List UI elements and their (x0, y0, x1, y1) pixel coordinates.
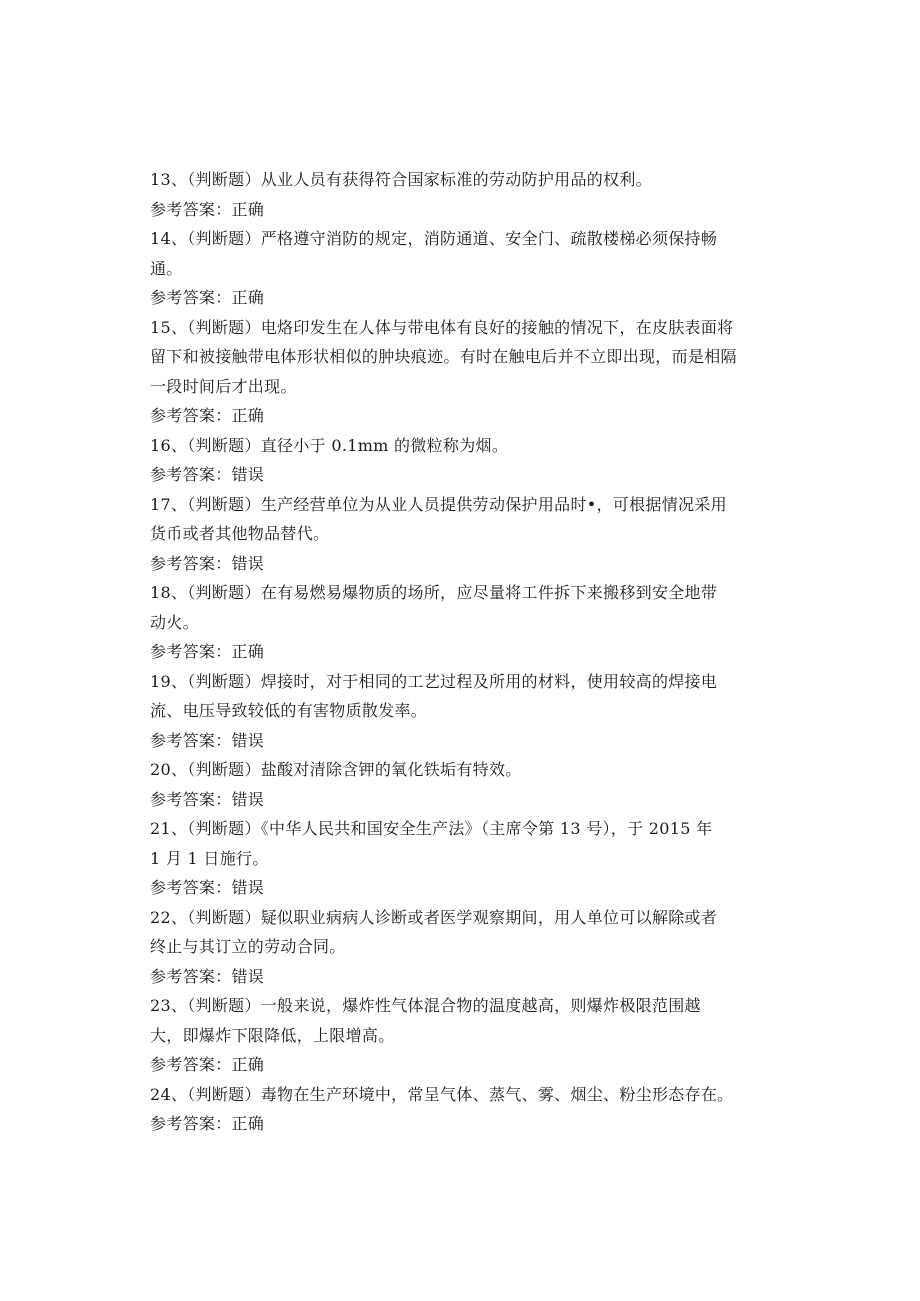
question-text: 终止与其订立的劳动合同。 (150, 937, 346, 956)
answer-text: 参考答案：错误 (150, 966, 265, 986)
question-item-22 (150, 903, 780, 992)
question-list (150, 165, 780, 1139)
question-text: 23、（判断题）一般来说，爆炸性气体混合物的温度越高，则爆炸极限范围越 (150, 996, 701, 1015)
question-item-21 (150, 814, 780, 903)
question-text: 留下和被接触带电体形状相似的肿块痕迹。有时在触电后并不立即出现，而是相隔 (150, 347, 737, 366)
answer-text: 参考答案：正确 (150, 406, 265, 425)
question-text: 大，即爆炸下限降低，上限增高。 (150, 1025, 395, 1045)
answer-text: 参考答案：正确 (150, 1055, 265, 1074)
answer-text: 参考答案：正确 (150, 642, 265, 661)
answer-text: 参考答案：正确 (150, 199, 265, 219)
question-item-18 (150, 578, 780, 667)
question-item-19 (150, 667, 780, 756)
question-text: 动火。 (150, 612, 199, 632)
answer-text: 参考答案：错误 (150, 878, 265, 897)
answer-text: 参考答案：错误 (150, 465, 265, 484)
answer-text: 参考答案：错误 (150, 553, 265, 573)
question-item-15 (150, 313, 780, 431)
question-text: 13、（判断题）从业人员有获得符合国家标准的劳动防护用品的权利。 (150, 170, 652, 189)
question-text: 16、（判断题）直径小于 0.1mm 的微粒称为烟。 (150, 435, 509, 455)
question-text: 21、（判断题）《中华人民共和国安全生产法》（主席令第 13 号），于 2015 年 (150, 819, 713, 838)
question-text: 19、（判断题）焊接时，对于相同的工艺过程及所用的材料，使用较高的焊接电 (150, 671, 718, 691)
answer-text: 参考答案：正确 (150, 288, 265, 307)
question-text: 18、（判断题）在有易燃易爆物质的场所，应尽量将工件拆下来搬移到安全地带 (150, 583, 718, 602)
question-text: 货币或者其他物品替代。 (150, 524, 330, 543)
question-item-16 (150, 431, 780, 490)
question-text: 通。 (150, 258, 183, 278)
question-text: 15、（判断题）电烙印发生在人体与带电体有良好的接触的情况下，在皮肤表面将 (150, 317, 734, 337)
question-item-24 (150, 1080, 780, 1139)
question-text: 14、（判断题）严格遵守消防的规定，消防通道、安全门、疏散楼梯必须保持畅 (150, 229, 718, 248)
answer-text: 参考答案：错误 (150, 789, 265, 809)
answer-text: 参考答案：错误 (150, 730, 265, 750)
question-text: 一段时间后才出现。 (150, 376, 297, 396)
question-item-23 (150, 991, 780, 1080)
question-item-17 (150, 490, 780, 579)
question-text: 24、（判断题）毒物在生产环境中，常呈气体、蒸气、雾、烟尘、粉尘形态存在。 (150, 1084, 734, 1104)
question-text: 17、（判断题）生产经营单位为从业人员提供劳动保护用品时•，可根据情况采用 (150, 494, 727, 514)
question-text: 流、电压导致较低的有害物质散发率。 (150, 701, 428, 720)
answer-text: 参考答案：正确 (150, 1114, 265, 1133)
question-text: 1 月 1 日施行。 (150, 848, 269, 868)
question-item-13 (150, 165, 780, 224)
question-text: 22、（判断题）疑似职业病病人诊断或者医学观察期间，用人单位可以解除或者 (150, 907, 718, 927)
question-text: 20、（判断题）盐酸对清除含钾的氧化铁垢有特效。 (150, 760, 522, 779)
question-item-14 (150, 224, 780, 313)
question-item-20 (150, 755, 780, 814)
